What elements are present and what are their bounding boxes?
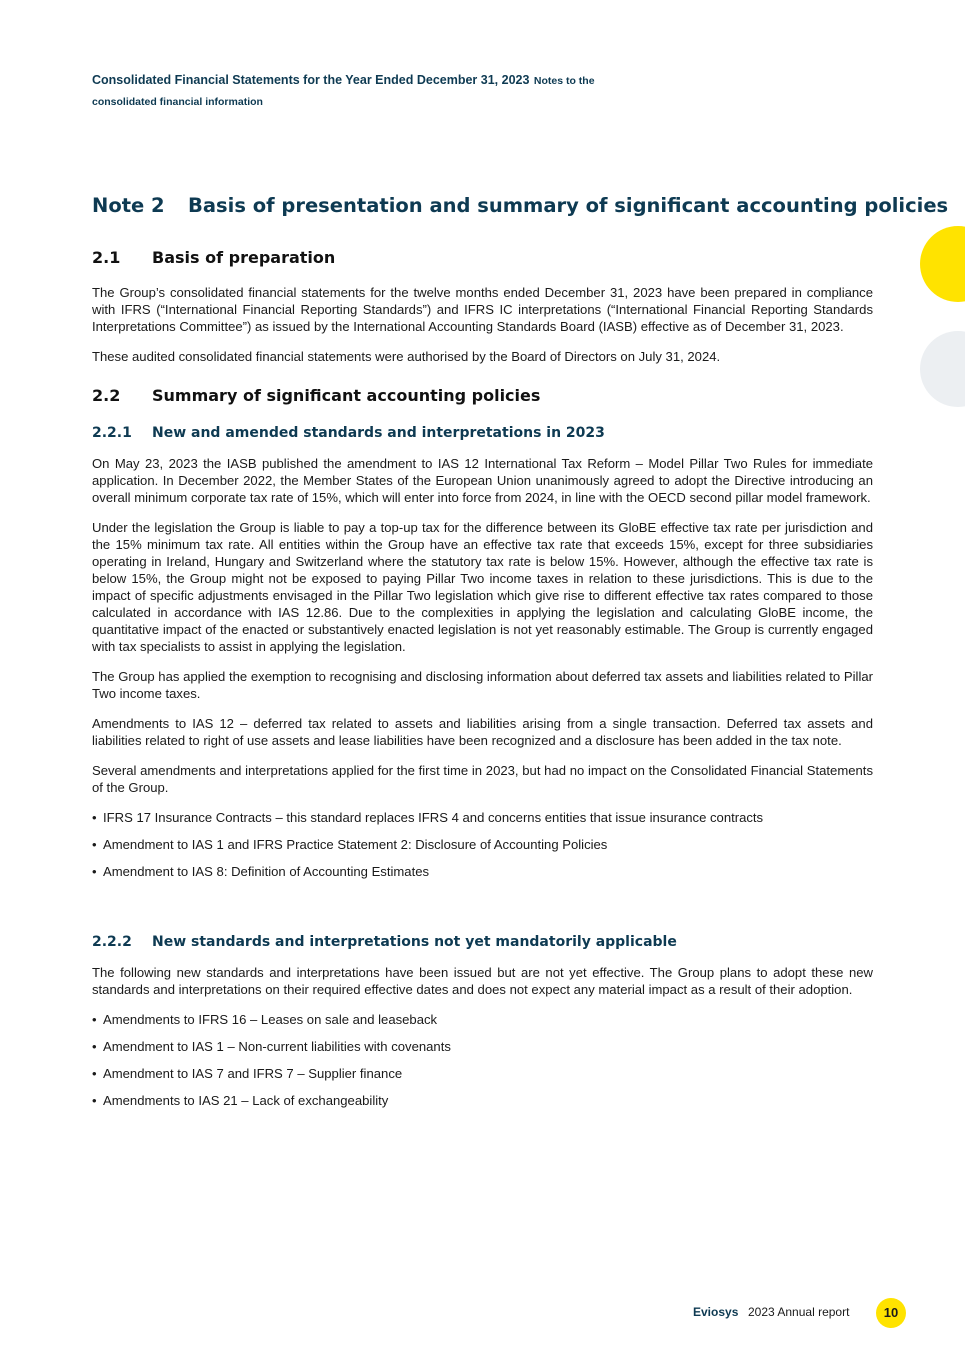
note-heading: [92, 190, 949, 222]
decorative-yellow-circle: [920, 226, 965, 302]
bullet-icon: •: [92, 1066, 97, 1081]
decorative-grey-circle: [920, 331, 965, 407]
list-item: [92, 1038, 873, 1055]
list-item-text: Amendment to IAS 1 – Non-current liabilities with covenants: [103, 1039, 451, 1054]
bullet-icon: •: [92, 1093, 97, 1108]
bullet-list-future-standards: [92, 1011, 873, 1109]
list-item-text: Amendments to IAS 21 – Lack of exchangeability: [103, 1093, 389, 1108]
paragraph-authorisation: These audited consolidated financial statements were authorised by the Board of Directors on July 31, 2024.: [92, 349, 721, 364]
list-item: [92, 836, 873, 853]
bullet-icon: •: [92, 1039, 97, 1054]
page-number-badge: 10: [876, 1298, 906, 1328]
running-header: [92, 70, 692, 112]
paragraph-basis-of-preparation: The Group’s consolidated financial statements for the twelve months ended December 31, 2023 have been prepared in compliance with IFRS (“International Financial Reporting Standards”) and IFRS IC interpretations (“International Financial Reporting Standards Interpretations Committee”) as issued by the International Accounting Standards Board (IASB) effective as of December 31, 2023.: [92, 285, 873, 334]
paragraph-pillar-two-amendment: On May 23, 2023 the IASB published the amendment to IAS 12 International Tax Reform – Model Pillar Two Rules for immediate application. In December 2022, the Member States of the European Union unanimously agreed to adopt the Directive introducing an overall minimum corporate tax rate of 15%, which will enter into force from 2024, in line with the OECD second pillar model framework.: [92, 456, 873, 505]
footer-report-title: 2023 Annual report: [748, 1305, 850, 1319]
paragraph-top-up-tax: Under the legislation the Group is liable to pay a top-up tax for the difference between its GloBE effective tax rate per jurisdiction and the 15% minimum tax rate. All entities within the Group have an effective tax rate that exceeds 15%, except for three subsidiaries operating in Ireland, Hungary and Switzerland where the statutory tax rate is below 15%. However, although the effective tax rate is below 15%, the Group might not be exposed to paying Pillar Two income taxes in relation to these jurisdictions. This is due to the impact of specific adjustments envisaged in the Pillar Two legislation which give rise to different effective tax rates compared to those calculated in accordance with IAS 12.86. Due to the complexities in applying the legislation and calculating GloBE income, the quantitative impact of the enacted or substantively enacted legislation is not yet reasonably estimable. The Group is currently engaged with tax specialists to assist in applying the legislation.: [92, 520, 873, 654]
section-2-2-title: Summary of significant accounting policies: [152, 386, 541, 405]
list-item: [92, 1065, 873, 1082]
bullet-icon: •: [92, 1012, 97, 1027]
section-2-2-2-number: 2.2.2: [92, 934, 132, 950]
section-2-2-2-heading: [92, 931, 873, 953]
page-content: [92, 190, 949, 1123]
section-2-2-1-title: New and amended standards and interpretations in 2023: [152, 425, 605, 441]
paragraph-not-yet-effective: The following new standards and interpretations have been issued but are not yet effective. The Group plans to adopt these new standards and interpretations on their required effective dates and does not expect any material impact as a result of their adoption.: [92, 965, 873, 997]
running-header-section-b: consolidated financial information: [92, 96, 263, 108]
paragraph-exemption: The Group has applied the exemption to recognising and disclosing information about deferred tax assets and liabilities related to Pillar Two income taxes.: [92, 669, 873, 701]
section-2-1-heading: [92, 246, 873, 270]
page-footer: [0, 1298, 965, 1328]
paragraph-no-impact: Several amendments and interpretations applied for the first time in 2023, but had no impact on the Consolidated Financial Statements of the Group.: [92, 763, 873, 795]
bullet-icon: •: [92, 864, 97, 879]
section-2-2-1-number: 2.2.1: [92, 425, 132, 441]
list-item: [92, 1092, 873, 1109]
paragraph-deferred-tax: Amendments to IAS 12 – deferred tax related to assets and liabilities arising from a single transaction. Deferred tax assets and liabilities related to right of use assets and lease liabilities have been recognized and a disclosure has been added in the tax note.: [92, 716, 873, 748]
section-2-1-number: 2.1: [92, 248, 121, 267]
note-number: Note 2: [92, 194, 165, 217]
footer-brand: Eviosys: [693, 1305, 739, 1319]
section-2-1-title: Basis of preparation: [152, 248, 336, 267]
note-title: Basis of presentation and summary of significant accounting policies: [188, 194, 949, 217]
list-item-text: Amendments to IFRS 16 – Leases on sale and leaseback: [103, 1012, 438, 1027]
list-item-text: Amendment to IAS 1 and IFRS Practice Statement 2: Disclosure of Accounting Policies: [103, 837, 608, 852]
list-item: [92, 809, 873, 826]
bullet-icon: •: [92, 837, 97, 852]
section-2-2-number: 2.2: [92, 386, 121, 405]
list-item-text: IFRS 17 Insurance Contracts – this standard replaces IFRS 4 and concerns entities that issue insurance contracts: [103, 810, 764, 825]
section-2-2-2-title: New standards and interpretations not yet mandatorily applicable: [152, 934, 677, 950]
bullet-icon: •: [92, 810, 97, 825]
list-item: [92, 863, 873, 880]
section-2-2-1-heading: [92, 422, 873, 444]
running-header-title: Consolidated Financial Statements for the Year Ended December 31, 2023: [92, 73, 530, 87]
list-item-text: Amendment to IAS 8: Definition of Accounting Estimates: [103, 864, 430, 879]
bullet-list-2023-amendments: [92, 809, 873, 880]
section-2-2-heading: [92, 384, 873, 408]
list-item: [92, 1011, 873, 1028]
running-header-section-a: Notes to the: [533, 75, 595, 87]
list-item-text: Amendment to IAS 7 and IFRS 7 – Supplier finance: [103, 1066, 403, 1081]
